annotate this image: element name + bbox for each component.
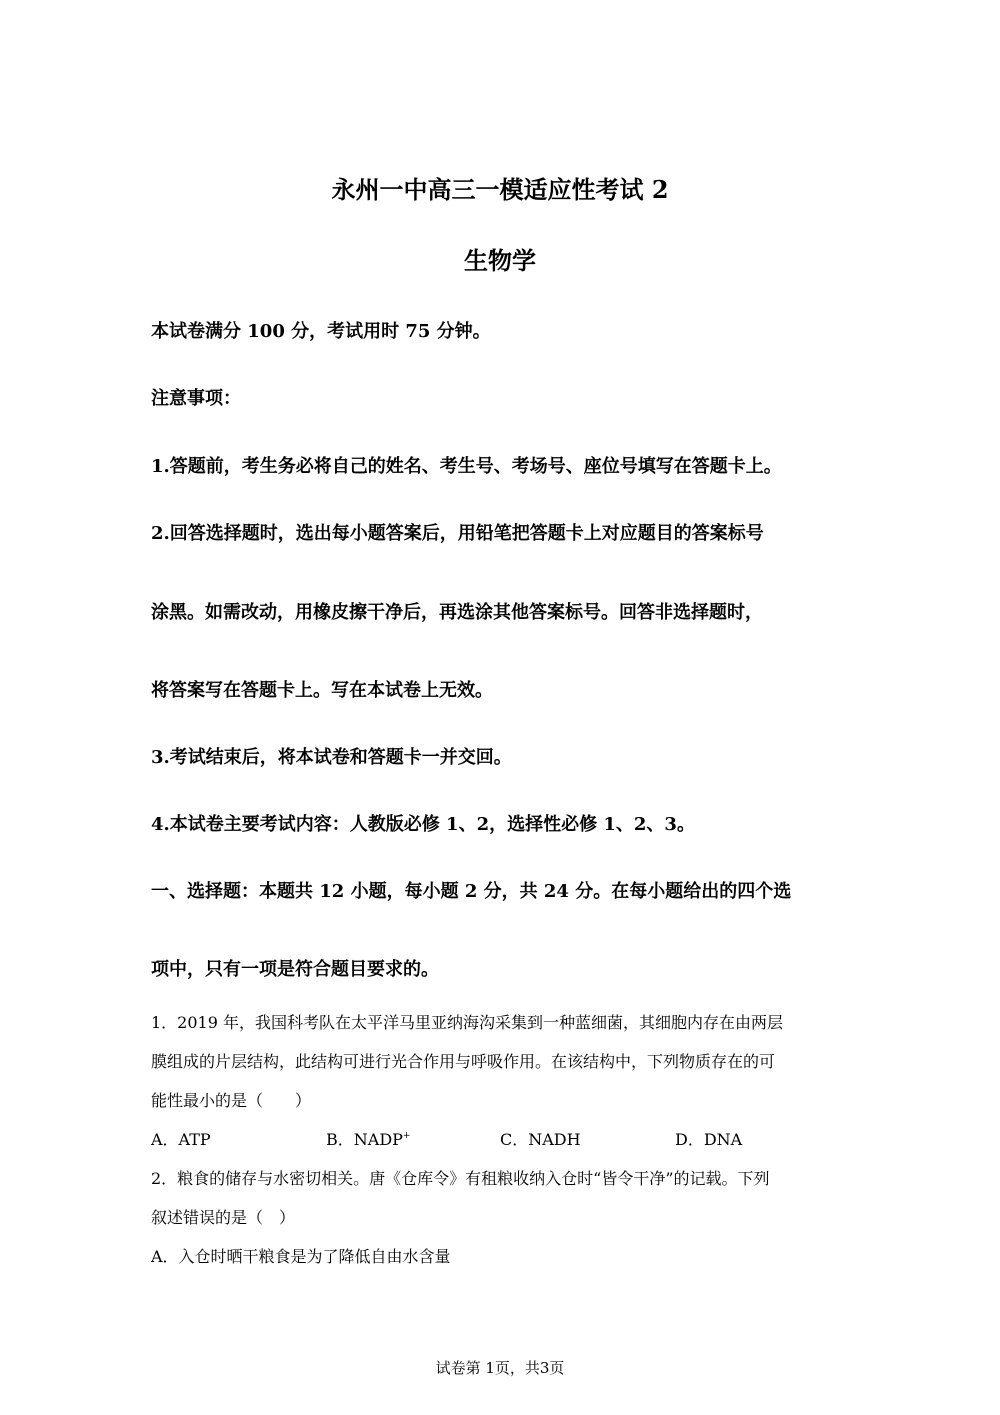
page-footer: 试卷第 1页，共3页 (435, 1359, 565, 1377)
question-2-option-a: A．入仓时晒干粮食是为了降低自由水含量 (151, 1247, 451, 1266)
question-1-option-a: A．ATP (151, 1130, 211, 1149)
question-1-line-2: 膜组成的片层结构，此结构可进行光合作用与呼吸作用。在该结构中，下列物质存在的可 (151, 1052, 776, 1071)
question-1-option-b-superscript: + (402, 1131, 411, 1141)
question-1-line-1: 1．2019 年，我国科考队在太平洋马里亚纳海沟采集到一种蓝细菌，其细胞内存在由两层 (151, 1013, 783, 1032)
question-2-line-1: 2．粮食的储存与水密切相关。唐《仓库令》有租粮收纳入仓时“皆令干净”的记载。下列 (151, 1169, 770, 1188)
notice-item-2-line-2: 涂黑。如需改动，用橡皮擦干净后，再选涂其他答案标号。回答非选择题时， (151, 602, 763, 623)
notice-item-2-line-3: 将答案写在答题卡上。写在本试卷上无效。 (151, 680, 493, 701)
notice-item-4: 4.本试卷主要考试内容：人教版必修 1、2，选择性必修 1、2、3。 (151, 814, 695, 835)
question-1-option-c: C．NADH (500, 1130, 581, 1149)
notice-heading: 注意事项： (151, 388, 241, 409)
section-heading-line-2: 项中，只有一项是符合题目要求的。 (151, 959, 439, 980)
notice-item-2-line-1: 2.回答选择题时，选出每小题答案后，用铅笔把答题卡上对应题目的答案标号 (151, 523, 764, 544)
notice-item-1: 1.答题前，考生务必将自己的姓名、考生号、考场号、座位号填写在答题卡上。 (151, 456, 782, 477)
section-heading-line-1: 一、选择题：本题共 12 小题，每小题 2 分，共 24 分。在每小题给出的四个选 (151, 881, 792, 902)
exam-title: 永州一中高三一模适应性考试 2 (331, 175, 669, 204)
notice-item-3: 3.考试结束后，将本试卷和答题卡一并交回。 (151, 747, 512, 768)
subject-title: 生物学 (464, 246, 536, 275)
question-1-option-d: D．DNA (675, 1130, 743, 1149)
question-1-option-b-text: B．NADP (326, 1130, 403, 1149)
question-2-line-2: 叙述错误的是（ ） (151, 1208, 296, 1227)
question-1-line-3: 能性最小的是（ ） (151, 1091, 312, 1110)
question-1-option-b (326, 1127, 410, 1150)
score-line: 本试卷满分 100 分，考试用时 75 分钟。 (151, 321, 491, 342)
